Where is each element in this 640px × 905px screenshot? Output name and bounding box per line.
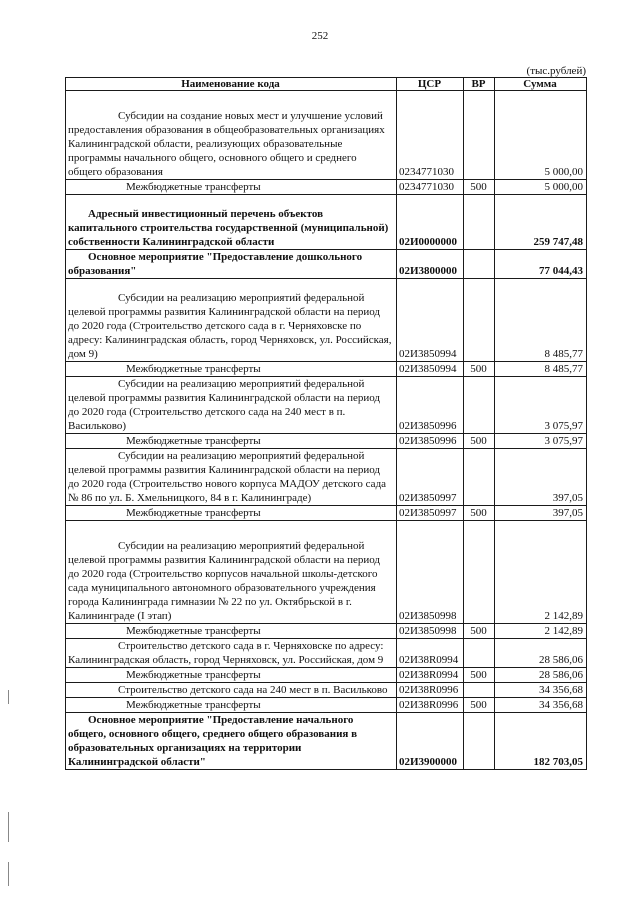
header-csr: ЦСР bbox=[397, 78, 464, 91]
table-row bbox=[66, 279, 587, 362]
row-sum-cell: 28 586,06 bbox=[495, 639, 587, 668]
units-label: (тыс.рублей) bbox=[526, 65, 586, 77]
row-vr-cell bbox=[464, 279, 495, 362]
row-vr-cell: 500 bbox=[464, 624, 495, 639]
row-sum-cell: 397,05 bbox=[495, 506, 587, 521]
row-csr-cell: 0234771030 bbox=[397, 91, 464, 180]
transfer-row bbox=[66, 434, 587, 449]
row-vr-cell bbox=[464, 521, 495, 624]
row-sum-cell: 182 703,05 bbox=[495, 713, 587, 770]
row-sum-cell: 8 485,77 bbox=[495, 279, 587, 362]
header-name: Наименование кода bbox=[66, 78, 397, 91]
margin-mark bbox=[8, 812, 9, 842]
row-name-cell: Субсидии на реализацию мероприятий федеральной целевой программы развития Калининградской области на период до 2020 года (Строительство детского сада в г. Черняховске по адресу: Калининградская область, город Черняховск, ул. Российская, дом 9) bbox=[66, 279, 397, 362]
row-csr-cell: 02И38R0994 bbox=[397, 668, 464, 683]
transfer-row bbox=[66, 698, 587, 713]
table-body bbox=[66, 91, 587, 770]
row-vr-cell: 500 bbox=[464, 506, 495, 521]
row-csr-cell: 02И3850996 bbox=[397, 434, 464, 449]
table-row bbox=[66, 639, 587, 668]
transfer-row bbox=[66, 668, 587, 683]
row-sum-cell: 2 142,89 bbox=[495, 624, 587, 639]
row-name-cell: Межбюджетные трансферты bbox=[66, 180, 397, 195]
row-name-cell: Межбюджетные трансферты bbox=[66, 362, 397, 377]
row-name-cell: Субсидии на реализацию мероприятий федеральной целевой программы развития Калининградской области на период до 2020 года (Строительство корпусов начальной школы-детского сада муниципального автономного образовательного учреждения города Калининграда гимназии № 22 по ул. Октябрьской в г. Калининграде (I этап) bbox=[66, 521, 397, 624]
table-row bbox=[66, 683, 587, 698]
row-name-cell: Межбюджетные трансферты bbox=[66, 624, 397, 639]
row-vr-cell: 500 bbox=[464, 698, 495, 713]
row-name-cell: Адресный инвестиционный перечень объектов капитального строительства государственной (муниципальной) собственности Калининградской области bbox=[66, 195, 397, 250]
header-sum: Сумма bbox=[495, 78, 587, 91]
table-row bbox=[66, 521, 587, 624]
row-sum-cell: 34 356,68 bbox=[495, 698, 587, 713]
row-vr-cell bbox=[464, 713, 495, 770]
row-name-cell: Субсидии на реализацию мероприятий федеральной целевой программы развития Калининградской области на период до 2020 года (Строительство нового корпуса МАДОУ детского сада № 86 по ул. Б. Хмельницкого, 84 в г. Калининграде) bbox=[66, 449, 397, 506]
row-name-cell: Строительство детского сада в г. Черняховске по адресу: Калининградская область, город Черняховск, ул. Российская, дом 9 bbox=[66, 639, 397, 668]
row-sum-cell: 5 000,00 bbox=[495, 91, 587, 180]
transfer-row bbox=[66, 506, 587, 521]
row-csr-cell: 02И3900000 bbox=[397, 713, 464, 770]
row-vr-cell bbox=[464, 377, 495, 434]
row-sum-cell: 5 000,00 bbox=[495, 180, 587, 195]
row-vr-cell: 500 bbox=[464, 362, 495, 377]
row-csr-cell: 02И3800000 bbox=[397, 250, 464, 279]
row-csr-cell: 02И38R0996 bbox=[397, 698, 464, 713]
row-sum-cell: 77 044,43 bbox=[495, 250, 587, 279]
table-row bbox=[66, 195, 587, 250]
row-csr-cell: 02И3850994 bbox=[397, 279, 464, 362]
table-row bbox=[66, 250, 587, 279]
row-vr-cell bbox=[464, 683, 495, 698]
row-vr-cell bbox=[464, 195, 495, 250]
row-sum-cell: 259 747,48 bbox=[495, 195, 587, 250]
row-name-cell: Межбюджетные трансферты bbox=[66, 506, 397, 521]
row-sum-cell: 3 075,97 bbox=[495, 377, 587, 434]
row-name-cell: Строительство детского сада на 240 мест в п. Васильково bbox=[66, 683, 397, 698]
row-csr-cell: 02И3850998 bbox=[397, 624, 464, 639]
row-sum-cell: 34 356,68 bbox=[495, 683, 587, 698]
row-csr-cell: 02И3850994 bbox=[397, 362, 464, 377]
table-row bbox=[66, 91, 587, 180]
row-name-cell: Основное мероприятие "Предоставление начального общего, основного общего, среднего общего образования в образовательных организациях на территории Калининградской области" bbox=[66, 713, 397, 770]
row-vr-cell: 500 bbox=[464, 668, 495, 683]
row-vr-cell bbox=[464, 449, 495, 506]
row-sum-cell: 28 586,06 bbox=[495, 668, 587, 683]
row-name-cell: Субсидии на создание новых мест и улучшение условий предоставления образования в общеобразовательных организациях Калининградской области, реализующих образовательные программы начального общего, основного общего и среднего общего образования bbox=[66, 91, 397, 180]
margin-mark bbox=[8, 862, 9, 886]
row-csr-cell: 02И3850996 bbox=[397, 377, 464, 434]
table-row bbox=[66, 713, 587, 770]
transfer-row bbox=[66, 362, 587, 377]
row-csr-cell: 0234771030 bbox=[397, 180, 464, 195]
budget-table bbox=[65, 77, 587, 770]
row-sum-cell: 397,05 bbox=[495, 449, 587, 506]
table-row bbox=[66, 377, 587, 434]
row-vr-cell bbox=[464, 91, 495, 180]
row-name-cell: Субсидии на реализацию мероприятий федеральной целевой программы развития Калининградской области на период до 2020 года (Строительство детского сада на 240 мест в п. Васильково) bbox=[66, 377, 397, 434]
row-csr-cell: 02И38R0994 bbox=[397, 639, 464, 668]
row-vr-cell bbox=[464, 250, 495, 279]
row-csr-cell: 02И3850997 bbox=[397, 449, 464, 506]
row-vr-cell: 500 bbox=[464, 434, 495, 449]
row-csr-cell: 02И3850998 bbox=[397, 521, 464, 624]
row-name-cell: Основное мероприятие "Предоставление дошкольного образования" bbox=[66, 250, 397, 279]
row-csr-cell: 02И0000000 bbox=[397, 195, 464, 250]
page-number: 252 bbox=[311, 30, 329, 42]
row-name-cell: Межбюджетные трансферты bbox=[66, 698, 397, 713]
row-csr-cell: 02И38R0996 bbox=[397, 683, 464, 698]
row-name-cell: Межбюджетные трансферты bbox=[66, 434, 397, 449]
header-vr: ВР bbox=[464, 78, 495, 91]
row-sum-cell: 8 485,77 bbox=[495, 362, 587, 377]
table-row bbox=[66, 449, 587, 506]
row-sum-cell: 2 142,89 bbox=[495, 521, 587, 624]
row-csr-cell: 02И3850997 bbox=[397, 506, 464, 521]
row-vr-cell bbox=[464, 639, 495, 668]
transfer-row bbox=[66, 180, 587, 195]
transfer-row bbox=[66, 624, 587, 639]
row-sum-cell: 3 075,97 bbox=[495, 434, 587, 449]
row-name-cell: Межбюджетные трансферты bbox=[66, 668, 397, 683]
row-vr-cell: 500 bbox=[464, 180, 495, 195]
table-header-row bbox=[66, 78, 587, 91]
margin-mark bbox=[8, 690, 9, 704]
